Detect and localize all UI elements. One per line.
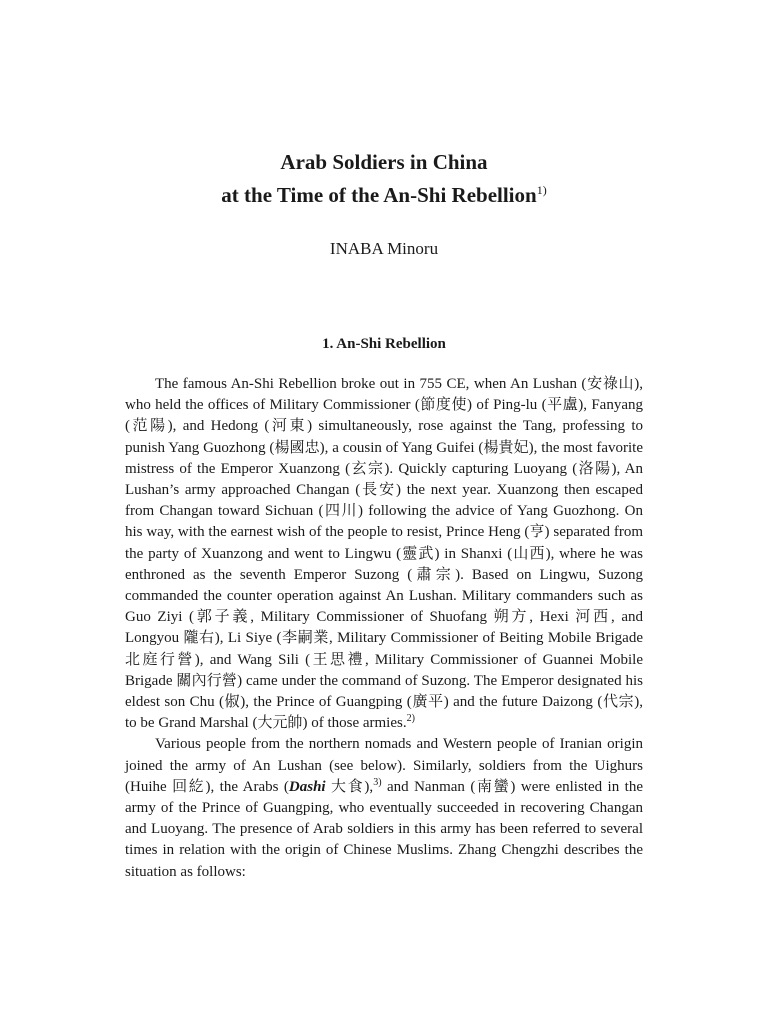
author-name: INABA Minoru: [329, 239, 439, 258]
paragraph-2: Various people from the northern nomads and Western people of Iranian origin joined the army of An Lushan (see below). Similarly, soldiers from the Uighurs (Huihe 回紇), the Arabs (Dashi 大食),$^{3)}$ and Nanman (南蠻) were enlisted in the army of the Prince of Guangping, who eventually succeeded in recovering Changan and Luoyang. The presence of Arab soldiers in this army has been referred to several times in relation with the origin of Chinese Muslims. Zhang Chengzhi describes the situation as follows:: [125, 736, 644, 880]
body-text: [125, 374, 643, 883]
section-heading: 1. An-Shi Rebellion: [322, 336, 446, 352]
footnote-ref-2[interactable]: 2): [406, 713, 415, 725]
paper-title-line-2: at the Time of the An-Shi Rebellion$^{1)}$: [221, 183, 547, 207]
paragraph-1: The famous An-Shi Rebellion broke out in 755 CE, when An Lushan (安祿山), who held the offices of Military Commissioner (節度使) of Ping-lu (平盧), Fanyang (范陽), and Hedong (河東) simultaneously, rose against the Tang, professing to punish Yang Guozhong (楊國忠), a cousin of Yang Guifei (楊貴妃), the most favorite mistress of the Emperor Xuanzong (玄宗). Quickly capturing Luoyang (洛陽), An Lushan’s army approached Changan (長安) the next year. Xuanzong then escaped from Changan toward Sichuan (四川) following the advice of Yang Guozhong. On his way, with the earnest wish of the people to resist, Prince Heng (亨) separated from the party of Xuanzong and went to Lingwu (靈武) in Shanxi (山西), where he was enthroned as the seventh Emperor Suzong (肅宗). Based on Lingwu, Suzong commanded the counter operation against An Lushan. Military commanders such as Guo Ziyi (郭子義, Military Commissioner of Shuofang 朔方, Hexi 河西, and Longyou 隴右), Li Siye (李嗣業, Military Commissioner of Beiting Mobile Brigade 北庭行營), and Wang Sili (王思禮, Military Commissioner of Guannei Mobile Brigade 關內行營) came under the command of Suzong. The Emperor designated his eldest son Chu (俶), the Prince of Guangping (廣平) and the future Daizong (代宗), to be Grand Marshal (大元帥) of those armies.$^{2)}$: [125, 376, 643, 732]
title-footnote-ref[interactable]: 1): [536, 183, 547, 197]
dashi-term: Dashi: [288, 778, 326, 795]
footnote-ref-3[interactable]: 3): [373, 776, 382, 788]
paper-title-line-1: Arab Soldiers in China: [280, 150, 488, 174]
